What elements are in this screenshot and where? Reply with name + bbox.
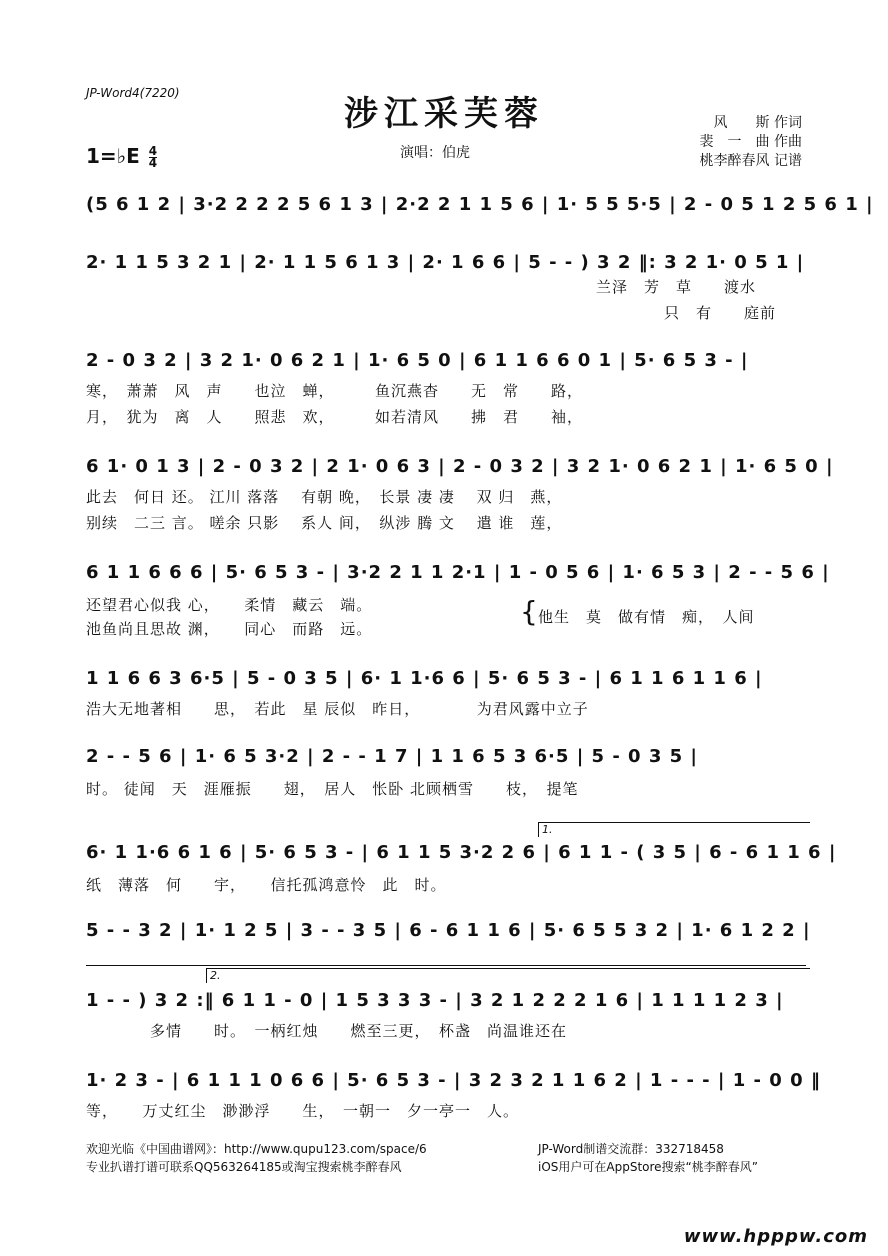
lyric-line: 此去 何日 还。 江川 落落 有朝 晚， 长景 凄 凄 双 归 燕， bbox=[86, 488, 563, 506]
site-watermark: www.hpppw.com bbox=[683, 1226, 868, 1247]
lyric-line: 等， 万丈红尘 渺渺浮 生， 一朝一 夕一亭一 人。 bbox=[86, 1102, 520, 1120]
footer-ios-note: iOS用户可在AppStore搜索“桃李醉春风” bbox=[538, 1160, 758, 1174]
footer-contact-note: 专业扒谱打谱可联系QQ563264185或淘宝搜索桃李醉春风 bbox=[86, 1160, 402, 1174]
score-line: 6 1· 0 1 3 | 2 - 0 3 2 | 2 1· 0 6 3 | 2 - 0 3 2 | 3 2 1· 0 6 2 1 | 1· 6 5 0 | bbox=[86, 456, 834, 477]
lyric-line: 寒， 萧萧 风 声 也泣 蝉， 鱼沉燕杳 无 常 路， bbox=[86, 382, 584, 400]
transcriber-credit: 桃李醉春风 记谱 bbox=[699, 153, 802, 169]
song-title: 涉江采芙蓉 bbox=[344, 94, 544, 134]
lyric-line: 兰泽 芳 草 渡水 bbox=[596, 278, 757, 296]
first-ending-bracket: 1. bbox=[538, 822, 810, 837]
key-signature: 1=♭E $\frac{4}{4}$ bbox=[86, 144, 158, 170]
lyric-line: 浩大无地著相 思， 若此 星 辰似 昨日， 为君风露中立子 bbox=[86, 700, 589, 718]
software-version: JP-Word4(7220) bbox=[86, 86, 180, 100]
lyric-line: 别续 二三 言。 嗟余 只影 系人 间， 纵涉 腾 文 遣 谁 莲， bbox=[86, 514, 563, 532]
time-signature: $\frac{4}{4}$ bbox=[148, 144, 158, 170]
first-ending-rule bbox=[86, 965, 806, 966]
score-line: 1 1 6 6 3 6·5 | 5 - 0 3 5 | 6· 1 1·6 6 | 5· 6 5 3 - | 6 1 1 6 1 1 6 | bbox=[86, 668, 763, 689]
lyric-line: 还望君心似我 心， 柔情 藏云 端。 bbox=[86, 596, 373, 614]
score-line: 1 - - ) 3 2 :‖ 6 1 1 - 0 | 1 5 3 3 3 - | 3 2 1 2 2 2 1 6 | 1 1 1 1 2 3 | bbox=[86, 990, 784, 1011]
second-ending-bracket: 2. bbox=[206, 968, 810, 983]
footer-website-note: 欢迎光临《中国曲谱网》：http://www.qupu123.com/space/6 bbox=[86, 1142, 427, 1156]
lyric-line: 他生 莫 做有情 痴， 人间 bbox=[538, 608, 755, 626]
footer-group-note: JP-Word制谱交流群：332718458 bbox=[538, 1142, 724, 1156]
lyric-line: 纸 薄落 何 宇， 信托孤鸿意怜 此 时。 bbox=[86, 876, 447, 894]
lyric-line: 时。 徒闻 天 涯雁振 翅， 居人 怅卧 北顾栖雪 枝， 提笔 bbox=[86, 780, 579, 798]
score-line: 6· 1 1·6 6 1 6 | 5· 6 5 3 - | 6 1 1 5 3·2 2 6 | 6 1 1 - ( 3 5 | 6 - 6 1 1 6 | bbox=[86, 842, 837, 863]
lyric-line: 池鱼尚且思故 渊， 同心 而路 远。 bbox=[86, 620, 373, 638]
score-line: (5 6 1 2 | 3·2 2 2 2 5 6 1 3 | 2·2 2 1 1 5 6 | 1· 5 5 5·5 | 2 - 0 5 1 2 5 6 1 | bbox=[86, 194, 874, 215]
score-line: 6 1 1 6 6 6 | 5· 6 5 3 - | 3·2 2 1 1 2·1 | 1 - 0 5 6 | 1· 6 5 3 | 2 - - 5 6 | bbox=[86, 562, 830, 583]
composer-credit: 裴 一 曲 作曲 bbox=[699, 134, 802, 150]
lyric-line: 只 有 庭前 bbox=[664, 304, 777, 322]
lyric-line: 月， 犹为 离 人 照悲 欢， 如若清风 拂 君 袖， bbox=[86, 408, 584, 426]
lyric-line: 多情 时。 一柄红烛 燃至三更， 杯盏 尚温谁还在 bbox=[86, 1022, 568, 1040]
score-line: 1· 2 3 - | 6 1 1 1 0 6 6 | 5· 6 5 3 - | 3 2 3 2 1 1 6 2 | 1 - - - | 1 - 0 0 ‖ bbox=[86, 1070, 821, 1091]
singer: 演唱：伯虎 bbox=[400, 145, 470, 161]
lyric-brace: { bbox=[520, 595, 538, 628]
score-line: 2 - 0 3 2 | 3 2 1· 0 6 2 1 | 1· 6 5 0 | 6 1 1 6 6 0 1 | 5· 6 5 3 - | bbox=[86, 350, 749, 371]
score-line: 5 - - 3 2 | 1· 1 2 5 | 3 - - 3 5 | 6 - 6 1 1 6 | 5· 6 5 5 3 2 | 1· 6 1 2 2 | bbox=[86, 920, 811, 941]
score-line: 2· 1 1 5 3 2 1 | 2· 1 1 5 6 1 3 | 2· 1 6 6 | 5 - - ) 3 2 ‖: 3 2 1· 0 5 1 | bbox=[86, 252, 805, 273]
lyricist-credit: 风 斯 作词 bbox=[713, 115, 802, 131]
score-line: 2 - - 5 6 | 1· 6 5 3·2 | 2 - - 1 7 | 1 1 6 5 3 6·5 | 5 - 0 3 5 | bbox=[86, 746, 699, 767]
